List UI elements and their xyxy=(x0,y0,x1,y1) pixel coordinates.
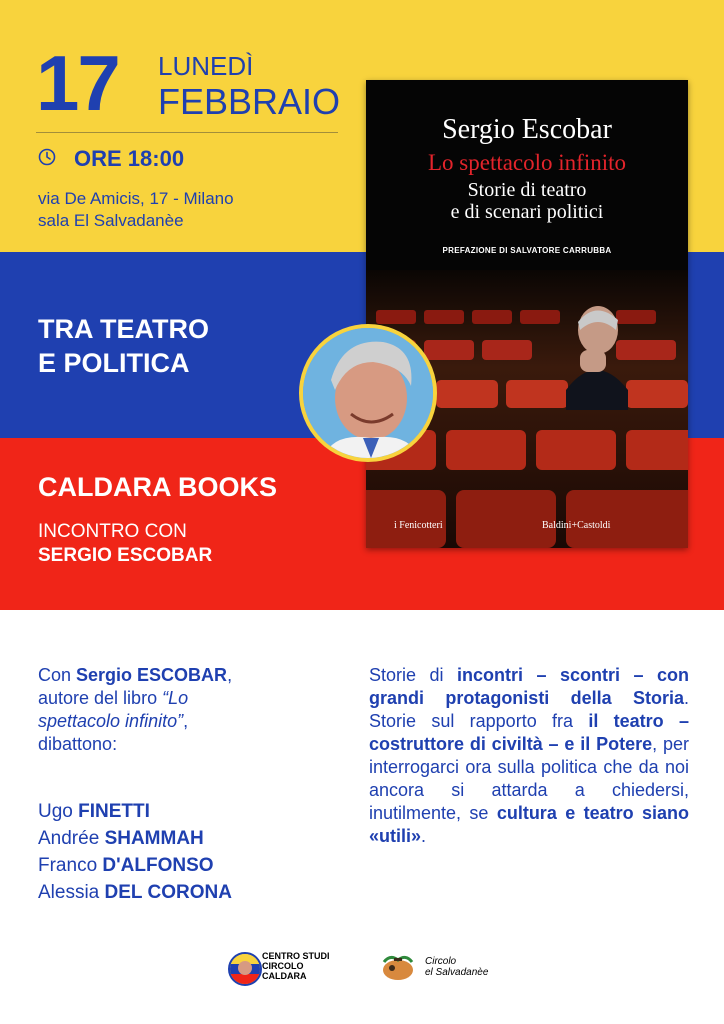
author-name: Sergio ESCOBAR xyxy=(76,665,228,685)
date-divider xyxy=(36,132,338,133)
address-line-1: via De Amicis, 17 - Milano xyxy=(38,189,234,208)
clock-icon xyxy=(38,148,56,166)
speaker-item: Andrée SHAMMAH xyxy=(38,828,204,849)
speaker-item: Ugo FINETTI xyxy=(38,801,150,822)
book-series: i Fenicotteri xyxy=(394,520,443,531)
event-month: FEBBRAIO xyxy=(158,81,341,122)
meet-line: INCONTRO CON xyxy=(38,521,187,542)
description-text: Storie di incontri – scontri – con grandi protagonisti della Storia. Storie sul rapporto fra il teatro – costruttore di civiltà – e il Potere, per interrogarci ora sulla politica che da noi ancora si attarda a chiedersi, inutilmente, se cultura e teatro siano «utili». xyxy=(369,665,689,846)
meet-block xyxy=(38,520,212,568)
guest-name: SERGIO ESCOBAR xyxy=(38,545,213,566)
salvadanee-logo-icon xyxy=(378,952,418,982)
speaker-item: Franco D'ALFONSO xyxy=(38,855,214,876)
book-preface: PREFAZIONE DI SALVATORE CARRUBBA xyxy=(442,246,612,255)
event-weekday: LUNEDÌ xyxy=(158,51,254,81)
event-time: ORE 18:00 xyxy=(74,146,185,171)
speaker-item: Alessia DEL CORONA xyxy=(38,882,232,903)
centro-studi-logo-text: CENTRO STUDI CIRCOLO CALDARA xyxy=(262,951,330,981)
centro-studi-logo-icon xyxy=(228,952,262,986)
intro-text: Con Sergio ESCOBAR, autore del libro “Lo spettacolo infinito”, dibattono: xyxy=(38,665,233,754)
theme-heading xyxy=(38,312,209,380)
event-title: CALDARA BOOKS xyxy=(38,472,277,502)
book-subtitle: Storie di teatro e di scenari politici xyxy=(450,179,604,223)
speakers-list xyxy=(38,798,232,906)
author-portrait xyxy=(299,324,437,462)
theme-line-1: TRA TEATRO xyxy=(38,314,209,344)
theme-line-2: E POLITICA xyxy=(38,348,190,378)
salvadanee-logo-text: Circolo el Salvadanèe xyxy=(425,956,489,978)
book-title: Lo spettacolo infinito xyxy=(427,150,626,175)
book-cover xyxy=(366,80,688,548)
book-publisher: Baldini+Castoldi xyxy=(542,520,611,531)
address-line-2: sala El Salvadanèe xyxy=(38,211,184,230)
event-day: 17 xyxy=(36,39,119,127)
event-address xyxy=(38,188,234,232)
book-author: Sergio Escobar xyxy=(442,114,612,145)
